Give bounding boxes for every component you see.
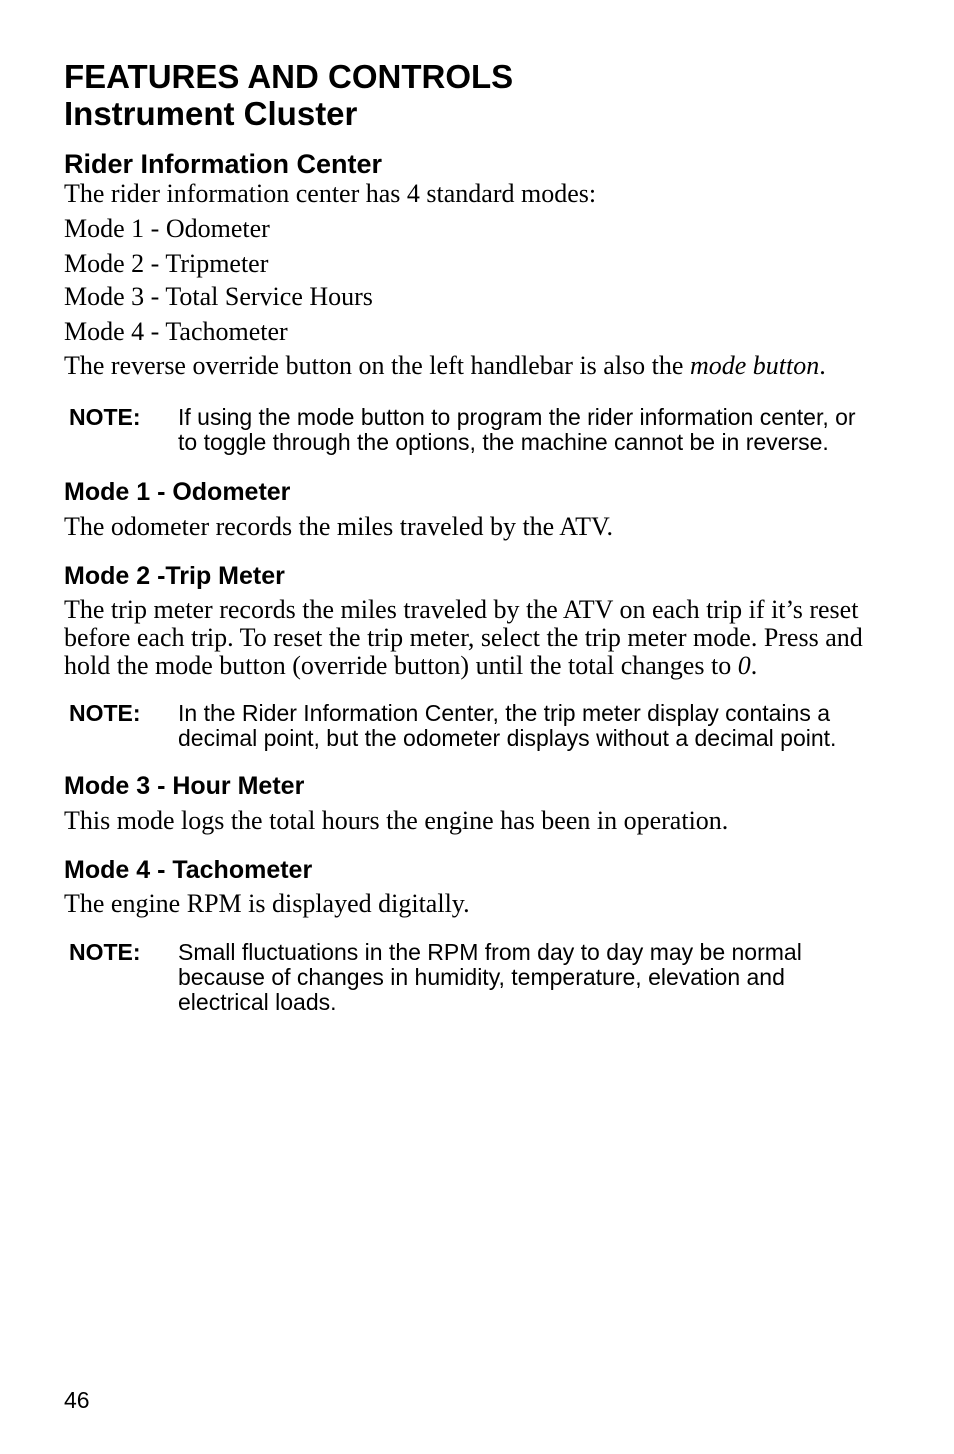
override-paragraph: The reverse override button on the left handlebar is also the mode button. <box>64 351 826 380</box>
mode2-text: The trip meter records the miles traveled by the ATV on each trip if it’s reset before each trip. To reset the trip meter, select the trip meter mode. Press and hold the mode button (override button) until the total changes to 0. <box>64 595 863 680</box>
note-block <box>69 405 874 455</box>
mode-list-item: Mode 2 - Tripmeter <box>64 249 269 278</box>
mode-button-term: mode button <box>689 351 820 380</box>
note-text: Small fluctuations in the RPM from day to day may be normal because of changes in humidity, temperature, elevation and electrical loads. <box>178 939 802 1015</box>
note-block <box>69 701 874 751</box>
mode-list-item: Mode 4 - Tachometer <box>64 317 288 346</box>
rider-info-heading: Rider Information Center <box>64 149 383 179</box>
mode3-text: This mode logs the total hours the engine has been in operation. <box>64 806 729 835</box>
mode4-heading: Mode 4 - Tachometer <box>64 856 313 884</box>
mode1-heading: Mode 1 - Odometer <box>64 478 291 506</box>
mode2-heading: Mode 2 -Trip Meter <box>64 562 285 590</box>
mode1-text: The odometer records the miles traveled by the ATV. <box>64 512 613 541</box>
manual-page <box>64 58 874 1015</box>
note-label: NOTE: <box>69 700 141 726</box>
note-label: NOTE: <box>69 939 141 965</box>
note-text: In the Rider Information Center, the trip meter display contains a decimal point, but the odometer displays without a decimal point. <box>178 700 837 751</box>
note-block <box>69 940 874 1015</box>
page-title: FEATURES AND CONTROLS <box>64 58 514 95</box>
rider-info-intro: The rider information center has 4 standard modes: <box>64 179 597 208</box>
mode4-text: The engine RPM is displayed digitally. <box>64 889 470 918</box>
page-number: 46 <box>64 1387 90 1413</box>
note-label: NOTE: <box>69 404 141 430</box>
note-text: If using the mode button to program the rider information center, or to toggle through the options, the machine cannot be in reverse. <box>178 404 856 455</box>
page-subtitle: Instrument Cluster <box>64 95 358 132</box>
mode-list-item: Mode 1 - Odometer <box>64 214 270 243</box>
mode-list-item: Mode 3 - Total Service Hours <box>64 282 373 311</box>
mode3-heading: Mode 3 - Hour Meter <box>64 772 305 800</box>
